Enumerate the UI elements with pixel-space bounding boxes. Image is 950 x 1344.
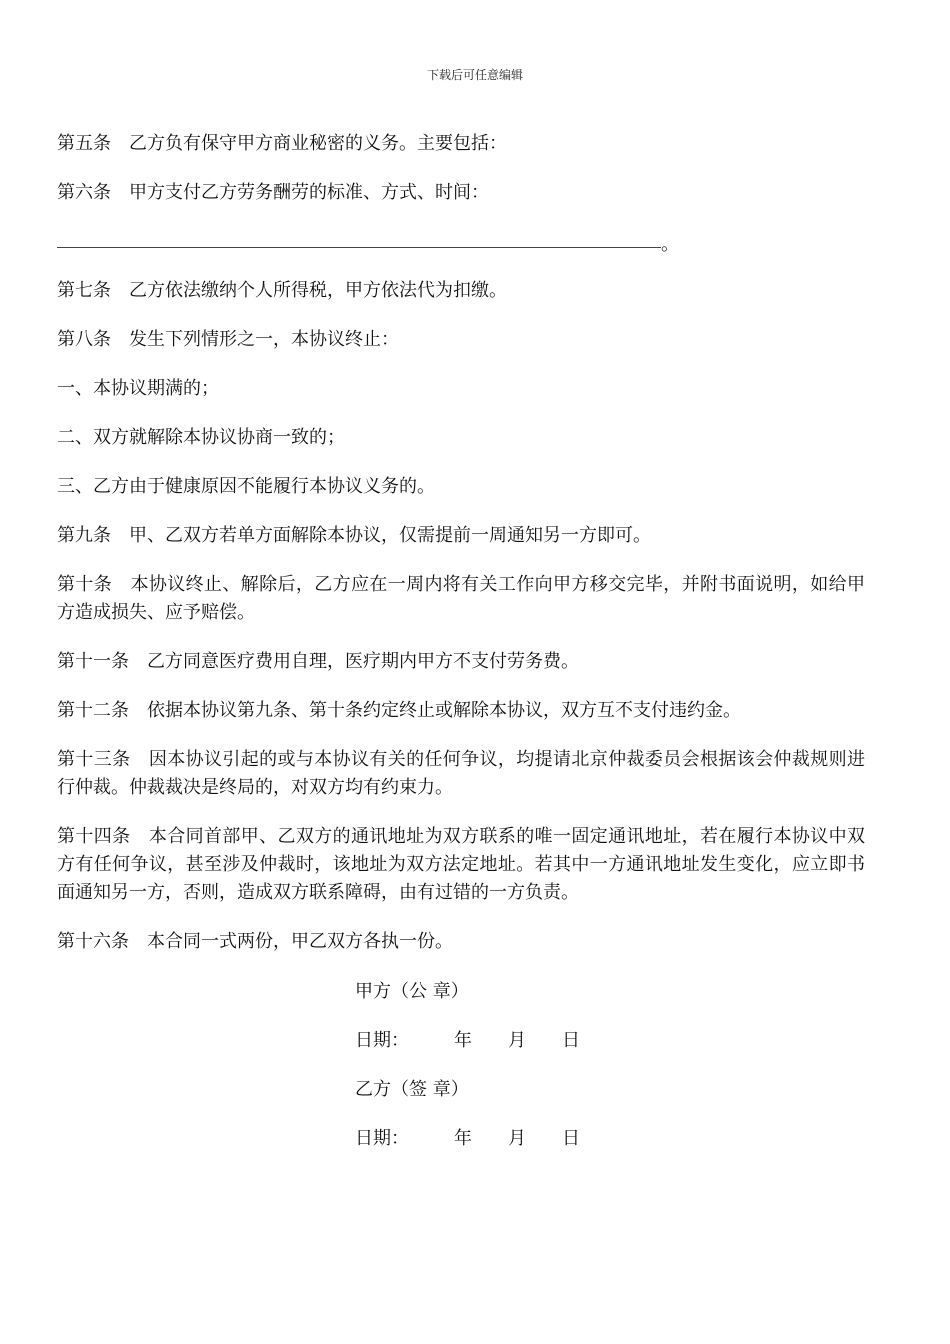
article-5: 第五条 乙方负有保守甲方商业秘密的义务。主要包括：: [57, 133, 507, 154]
article-8-item-1: 一、本协议期满的；: [57, 378, 219, 399]
article-7: 第七条 乙方依法缴纳个人所得税，甲方依法代为扣缴。: [57, 280, 507, 301]
signature-block: [355, 978, 755, 1174]
party-a-seal: 甲方（公 章）: [355, 981, 469, 1002]
article-6-fill-blank: [57, 228, 865, 256]
article-10: 第十条 本协议终止、解除后，乙方应在一周内将有关工作向甲方移交完毕，并附书面说明，如给甲方造成损失、应予赔偿。: [57, 574, 865, 623]
fill-blank-end-mark: 。: [661, 234, 679, 255]
article-12: 第十二条 依据本协议第九条、第十条约定终止或解除本协议，双方互不支付违约金。: [57, 700, 741, 721]
article-9: 第九条 甲、乙双方若单方面解除本协议，仅需提前一周通知另一方即可。: [57, 525, 651, 546]
fill-in-underline: [57, 233, 661, 248]
article-6: 第六条 甲方支付乙方劳务酬劳的标准、方式、时间：: [57, 182, 489, 203]
party-b-seal: 乙方（签 章）: [355, 1079, 469, 1100]
article-13: 第十三条 因本协议引起的或与本协议有关的任何争议，均提请北京仲裁委员会根据该会仲裁规则进行仲裁。仲裁裁决是终局的，对双方均有约束力。: [57, 749, 865, 798]
header-note: 下载后可任意编辑: [426, 68, 523, 82]
article-8: 第八条 发生下列情形之一，本协议终止：: [57, 329, 399, 350]
article-8-item-2: 二、双方就解除本协议协商一致的；: [57, 427, 345, 448]
article-14: 第十四条 本合同首部甲、乙双方的通讯地址为双方联系的唯一固定通讯地址，若在履行本协议中双方有任何争议，甚至涉及仲裁时，该地址为双方法定地址。若其中一方通讯地址发生变化，应立即书面通知另一方，否则，造成双方联系障碍，由有过错的一方负责。: [57, 826, 865, 903]
contract-body: [57, 130, 865, 977]
party-a-date: 日期： 年 月 日: [355, 1030, 580, 1051]
party-b-date: 日期： 年 月 日: [355, 1128, 580, 1149]
article-11: 第十一条 乙方同意医疗费用自理，医疗期内甲方不支付劳务费。: [57, 651, 579, 672]
article-16: 第十六条 本合同一式两份，甲乙双方各执一份。: [57, 931, 453, 952]
article-8-item-3: 三、乙方由于健康原因不能履行本协议义务的。: [57, 476, 435, 497]
